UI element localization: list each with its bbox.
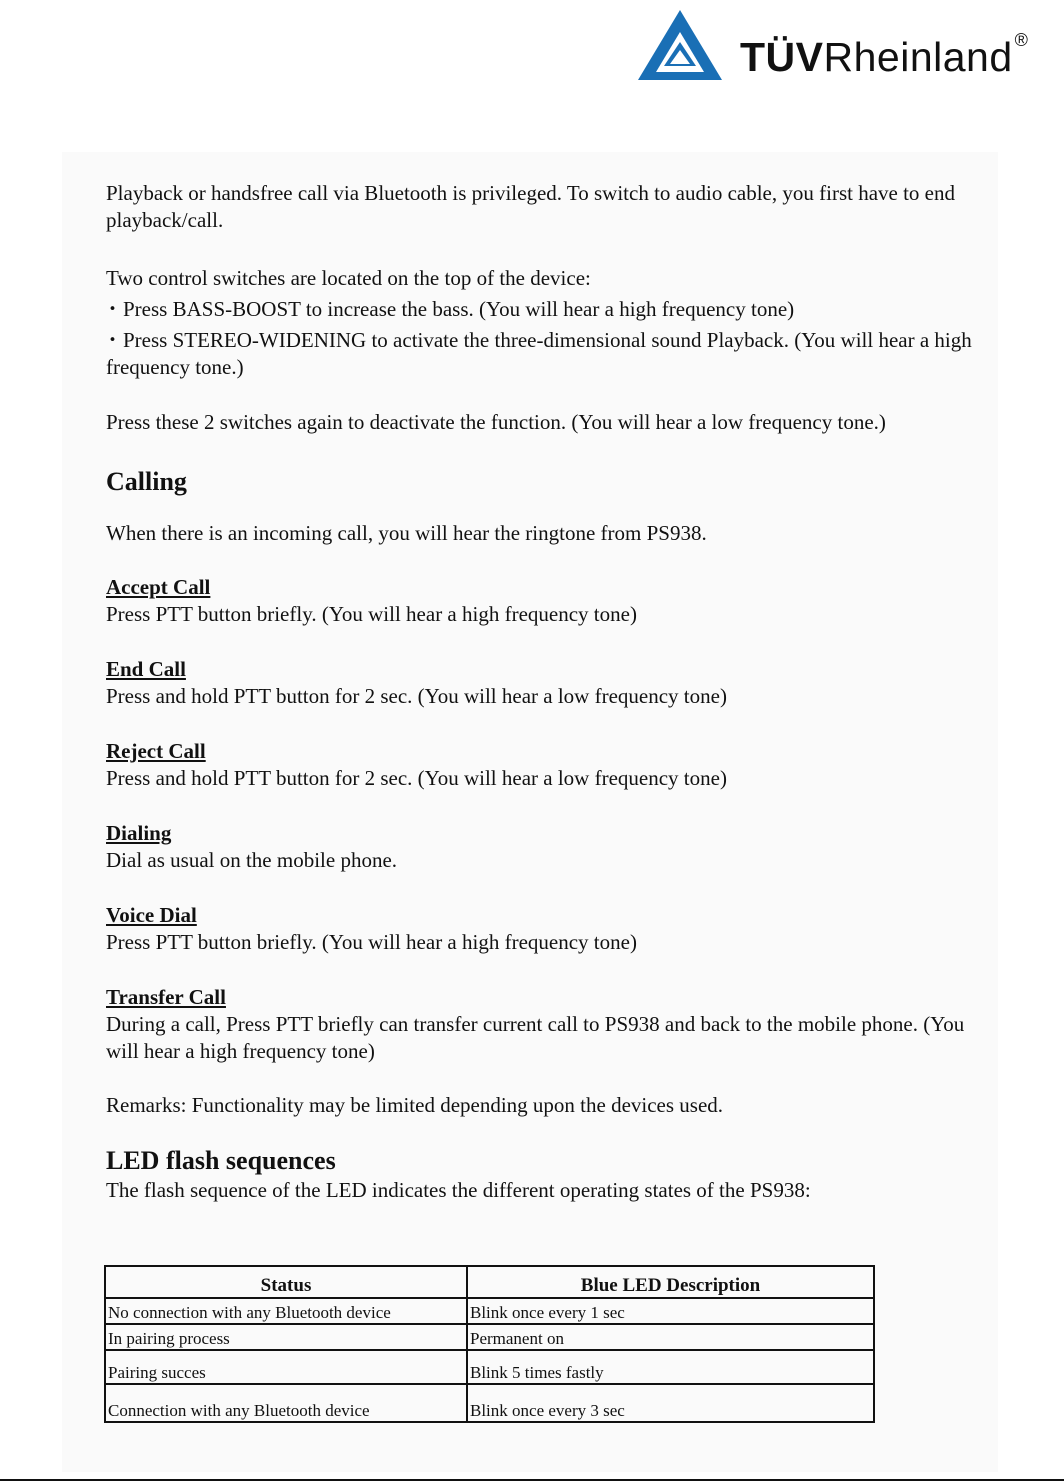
table-cell-description: Blink once every 3 sec [467,1384,874,1422]
intro-paragraph-2: Two control switches are located on the top of the device: [106,266,591,290]
table-row [105,1384,874,1422]
calling-heading: Calling [106,467,187,496]
intro-paragraph-3: Press these 2 switches again to deactivate the function. (You will hear a low frequency tone.) [106,410,886,434]
table-row [105,1350,874,1384]
table-cell-status: Pairing succes [105,1350,467,1384]
table-row [105,1298,874,1324]
section-text: Press PTT button briefly. (You will hear a high frequency tone) [106,930,637,954]
section-transfer-call [106,984,986,1065]
section-title: End Call [106,657,186,681]
section-text: Dial as usual on the mobile phone. [106,848,398,872]
led-status-table [104,1265,875,1423]
logo-text [740,30,1029,81]
section-title: Reject Call [106,739,206,763]
section-title: Transfer Call [106,985,226,1009]
section-reject-call [106,738,986,792]
bullet-bass-boost [106,296,986,323]
led-intro: The flash sequence of the LED indicates the different operating states of the PS938: [106,1178,811,1202]
table-cell-status: In pairing process [105,1324,467,1350]
section-dialing [106,820,986,874]
document-body [106,180,986,1204]
table-cell-description: Blink 5 times fastly [467,1350,874,1384]
calling-intro: When there is an incoming call, you will hear the ringtone from PS938. [106,521,707,545]
section-title: Accept Call [106,575,211,599]
table-cell-description: Permanent on [467,1324,874,1350]
intro-paragraph-1: Playback or handsfree call via Bluetooth is privileged. To switch to audio cable, you first have to end playback/call. [106,181,956,232]
section-end-call [106,656,986,710]
section-voice-dial [106,902,986,956]
section-text: During a call, Press PTT briefly can transfer current call to PS938 and back to the mobile phone. (You will hear a high frequency tone) [106,1012,965,1063]
bullet-bass-boost-text: Press BASS-BOOST to increase the bass. (You will hear a high frequency tone) [123,297,795,321]
column-header-description: Blue LED Description [467,1266,874,1298]
registered-mark: ® [1014,30,1029,50]
triangle-logo-icon [638,8,728,86]
section-text: Press PTT button briefly. (You will hear a high frequency tone) [106,602,637,626]
logo-text-bold: TÜV [740,34,824,80]
table-cell-status: No connection with any Bluetooth device [105,1298,467,1324]
remarks: Remarks: Functionality may be limited depending upon the devices used. [106,1093,724,1117]
section-title: Voice Dial [106,903,197,927]
footer-divider [0,1479,1064,1481]
table-header-row [105,1266,874,1298]
section-title: Dialing [106,821,172,845]
section-accept-call [106,574,986,628]
logo-text-regular: Rheinland [823,34,1013,80]
table-cell-description: Blink once every 1 sec [467,1298,874,1324]
column-header-status: Status [105,1266,467,1298]
table-row [105,1324,874,1350]
tuv-rheinland-logo [638,8,1060,86]
bullet-stereo-widening-text: Press STEREO-WIDENING to activate the three-dimensional sound Playback. (You will hear a high frequency tone.) [106,328,972,379]
led-heading: LED flash sequences [106,1146,336,1175]
section-text: Press and hold PTT button for 2 sec. (You will hear a low frequency tone) [106,684,727,708]
section-text: Press and hold PTT button for 2 sec. (You will hear a low frequency tone) [106,766,727,790]
table-cell-status: Connection with any Bluetooth device [105,1384,467,1422]
bullet-stereo-widening [106,327,986,381]
